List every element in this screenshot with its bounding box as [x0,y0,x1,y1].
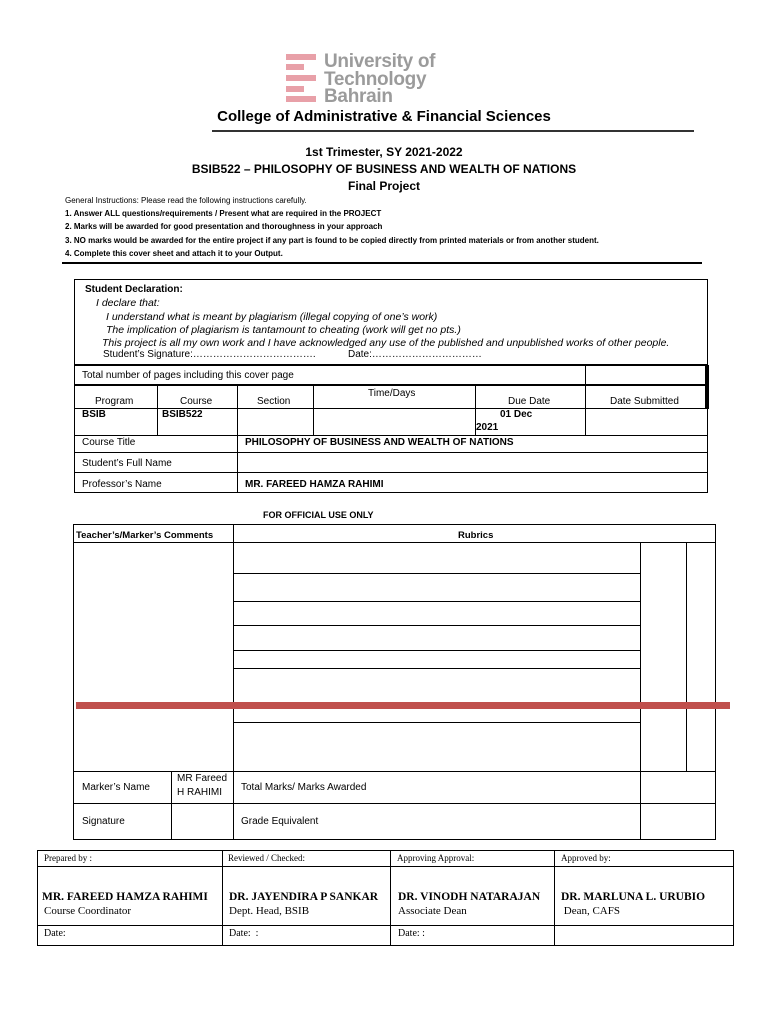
declaration-line2: I understand what is meant by plagiarism (illegal copying of one’s work) [106,311,438,323]
prepared-by-title: Course Coordinator [44,905,132,917]
reviewed-by-label: Reviewed / Checked: [228,853,305,863]
grade-equivalent-label: Grade Equivalent [241,816,319,827]
official-use-heading: FOR OFFICIAL USE ONLY [263,510,374,520]
course-value: BSIB522 [162,409,203,420]
logo-text-line2: Technology [324,69,427,90]
logo-text-line3: Bahrain [324,86,393,107]
due-date-value-line1: 01 Dec [500,409,533,420]
student-name-label: Student’s Full Name [82,458,172,469]
instruction-1: 1. Answer ALL questions/requirements / Present what are required in the PROJECT [65,209,382,218]
comments-label: Teacher’s/Marker’s Comments [76,530,214,541]
prepared-by-label: Prepared by : [44,853,92,863]
red-divider-bar [76,702,730,709]
approving-title: Associate Dean [398,905,467,917]
instruction-4: 4. Complete this cover sheet and attach it to your Output. [65,249,283,258]
marker-name-label: Marker’s Name [82,782,150,793]
prepared-by-name: MR. FAREED HAMZA RAHIMI [42,891,208,903]
student-signature-field: Student’s Signature:………………………………. [103,349,316,360]
col-section: Section [257,396,291,407]
signature-label: Signature [82,816,125,827]
professor-value: MR. FAREED HAMZA RAHIMI [245,479,384,490]
reviewed-by-name: DR. JAYENDIRA P SANKAR [229,891,379,903]
official-table [73,524,716,840]
approved-by-name: DR. MARLUNA L. URUBIO [561,891,706,903]
marker-name-line1: MR Fareed [177,773,228,784]
col-due-date: Due Date [508,396,551,407]
program-value: BSIB [82,409,106,420]
col-date-submitted: Date Submitted [610,396,679,407]
professor-label: Professor’s Name [82,479,162,490]
reviewed-by-title: Dept. Head, BSIB [229,905,310,917]
col-course: Course [180,396,213,407]
course-title-value: PHILOSOPHY OF BUSINESS AND WEALTH OF NATIONS [245,437,514,448]
total-marks-label: Total Marks/ Marks Awarded [241,782,367,793]
col-program: Program [95,396,134,407]
declaration-line1: I declare that: [96,297,160,309]
marker-name-line2: H RAHIMI [177,787,222,798]
due-date-value-line2: 2021 [476,422,499,433]
college-name: College of Administrative & Financial Sciences [217,108,551,125]
course-title-label: Course Title [82,437,136,448]
col-time-days: Time/Days [368,388,416,399]
approving-approval-label: Approving Approval: [397,853,475,863]
trimester: 1st Trimester, SY 2021-2022 [305,145,463,159]
university-logo-mark [286,54,316,102]
instruction-intro: General Instructions: Please read the following instructions carefully. [65,196,307,205]
approved-by-label: Approved by: [561,853,611,863]
pages-label: Total number of pages including this cover page [82,370,294,381]
instruction-2: 2. Marks will be awarded for good presentation and thoroughness in your approach [65,222,383,231]
declaration-heading: Student Declaration: [85,284,183,295]
header-divider [212,130,694,132]
approving-name: DR. VINODH NATARAJAN [398,891,541,903]
approving-date: Date: : [398,928,425,939]
prepared-by-date: Date: [44,928,66,939]
instruction-3: 3. NO marks would be awarded for the entire project if any part is found to be copied directly from printed materials or from another student. [65,236,599,245]
declaration-line3: The implication of plagiarism is tantamount to cheating (work will get no pts.) [106,324,461,336]
project-type: Final Project [347,179,421,193]
rubrics-label: Rubrics [458,530,494,541]
reviewed-by-date: Date: : [229,928,259,939]
declaration-line4: This project is all my own work and I have acknowledged any use of the published and unpublished works of other people. [102,337,670,349]
approved-by-title: Dean, CAFS [561,905,620,917]
instructions-divider [62,262,702,264]
declaration-date-field: Date:…………………………… [348,349,482,360]
course-heading: BSIB522 – PHILOSOPHY OF BUSINESS AND WEALTH OF NATIONS [191,162,577,176]
logo-text-line1: University of [324,51,436,72]
